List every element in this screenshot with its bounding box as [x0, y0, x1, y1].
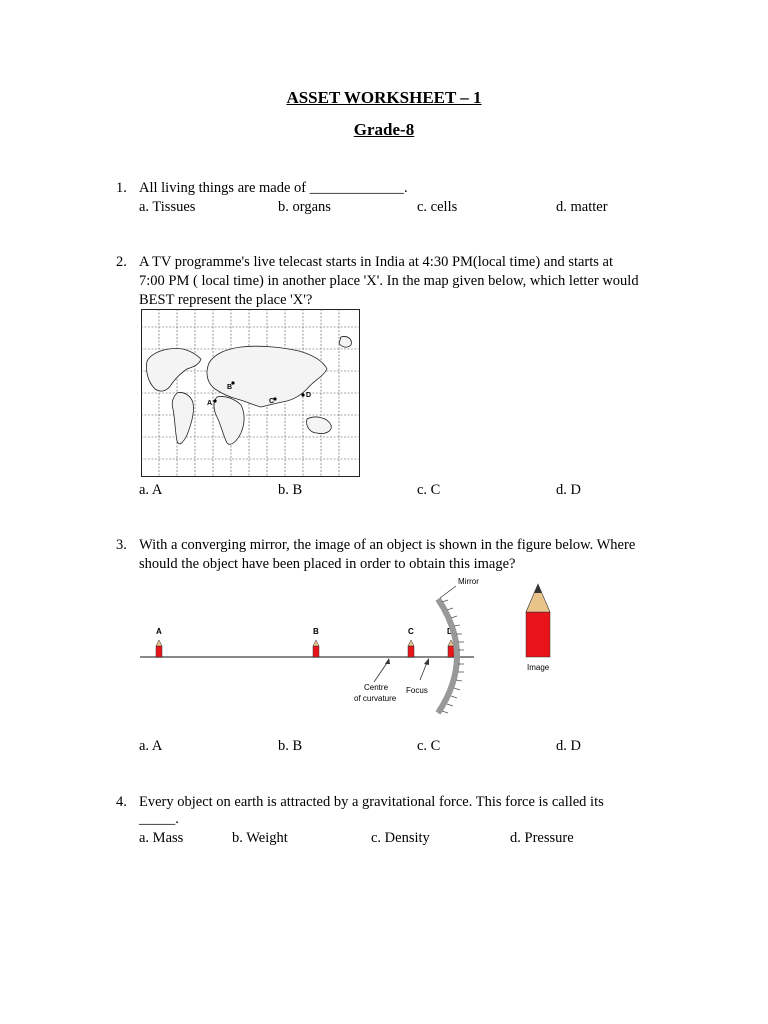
- option-d: d. matter: [556, 199, 608, 215]
- centre-label-line-2: of curvature: [354, 694, 397, 703]
- question-text-line-3: BEST represent the place 'X'?: [139, 292, 313, 308]
- image-pencil: [526, 584, 550, 657]
- object-label-b: B: [313, 627, 319, 636]
- mirror-diagram-svg: [138, 572, 558, 720]
- question-text-line-1: A TV programme's live telecast starts in India at 4:30 PM(local time) and starts at: [139, 254, 614, 270]
- map-label-c: C: [269, 398, 275, 405]
- object-a: [156, 640, 162, 657]
- option-d: d. Pressure: [510, 830, 574, 846]
- question-text-line-1: With a converging mirror, the image of an object is shown in the figure below. Where: [139, 537, 636, 553]
- question-text-line-2: _____.: [139, 811, 179, 827]
- focus-label: Focus: [406, 686, 428, 695]
- option-b: b. Weight: [232, 830, 288, 846]
- question-text: All living things are made of _____________.: [139, 180, 408, 196]
- object-label-d: D: [447, 627, 453, 636]
- question-number: 4.: [116, 794, 127, 810]
- question-number: 1.: [116, 180, 127, 196]
- concave-mirror-figure: [138, 572, 558, 720]
- option-c: c. C: [417, 738, 441, 754]
- object-b: [313, 640, 319, 657]
- image-label: Image: [527, 663, 550, 672]
- option-a: a. A: [139, 482, 163, 498]
- option-c: c. C: [417, 482, 441, 498]
- option-a: a. Tissues: [139, 199, 196, 215]
- mirror-label: Mirror: [458, 577, 479, 586]
- grade-heading: Grade-8: [353, 120, 415, 139]
- question-text-line-2: should the object have been placed in order to obtain this image?: [139, 556, 516, 572]
- map-label-b: B: [227, 384, 233, 391]
- option-b: b. organs: [278, 199, 331, 215]
- option-d: d. D: [556, 482, 581, 498]
- map-label-d: D: [306, 392, 312, 399]
- option-a: a. A: [139, 738, 163, 754]
- object-c: [408, 640, 414, 657]
- map-label-a: A: [207, 400, 213, 407]
- object-label-a: A: [156, 627, 162, 636]
- option-c: c. cells: [417, 199, 458, 215]
- worksheet-title: ASSET WORKSHEET – 1: [286, 88, 482, 107]
- option-a: a. Mass: [139, 830, 184, 846]
- option-b: b. B: [278, 738, 303, 754]
- question-number: 3.: [116, 537, 127, 553]
- world-map-figure: [141, 309, 360, 477]
- question-text-line-1: Every object on earth is attracted by a gravitational force. This force is called its: [139, 794, 604, 810]
- world-map-svg: [141, 309, 360, 477]
- centre-label-line-1: Centre: [364, 683, 389, 692]
- option-c: c. Density: [371, 830, 430, 846]
- option-b: b. B: [278, 482, 303, 498]
- object-label-c: C: [408, 627, 414, 636]
- question-number: 2.: [116, 254, 127, 270]
- question-text-line-2: 7:00 PM ( local time) in another place 'X'. In the map given below, which letter would: [139, 273, 639, 289]
- option-d: d. D: [556, 738, 581, 754]
